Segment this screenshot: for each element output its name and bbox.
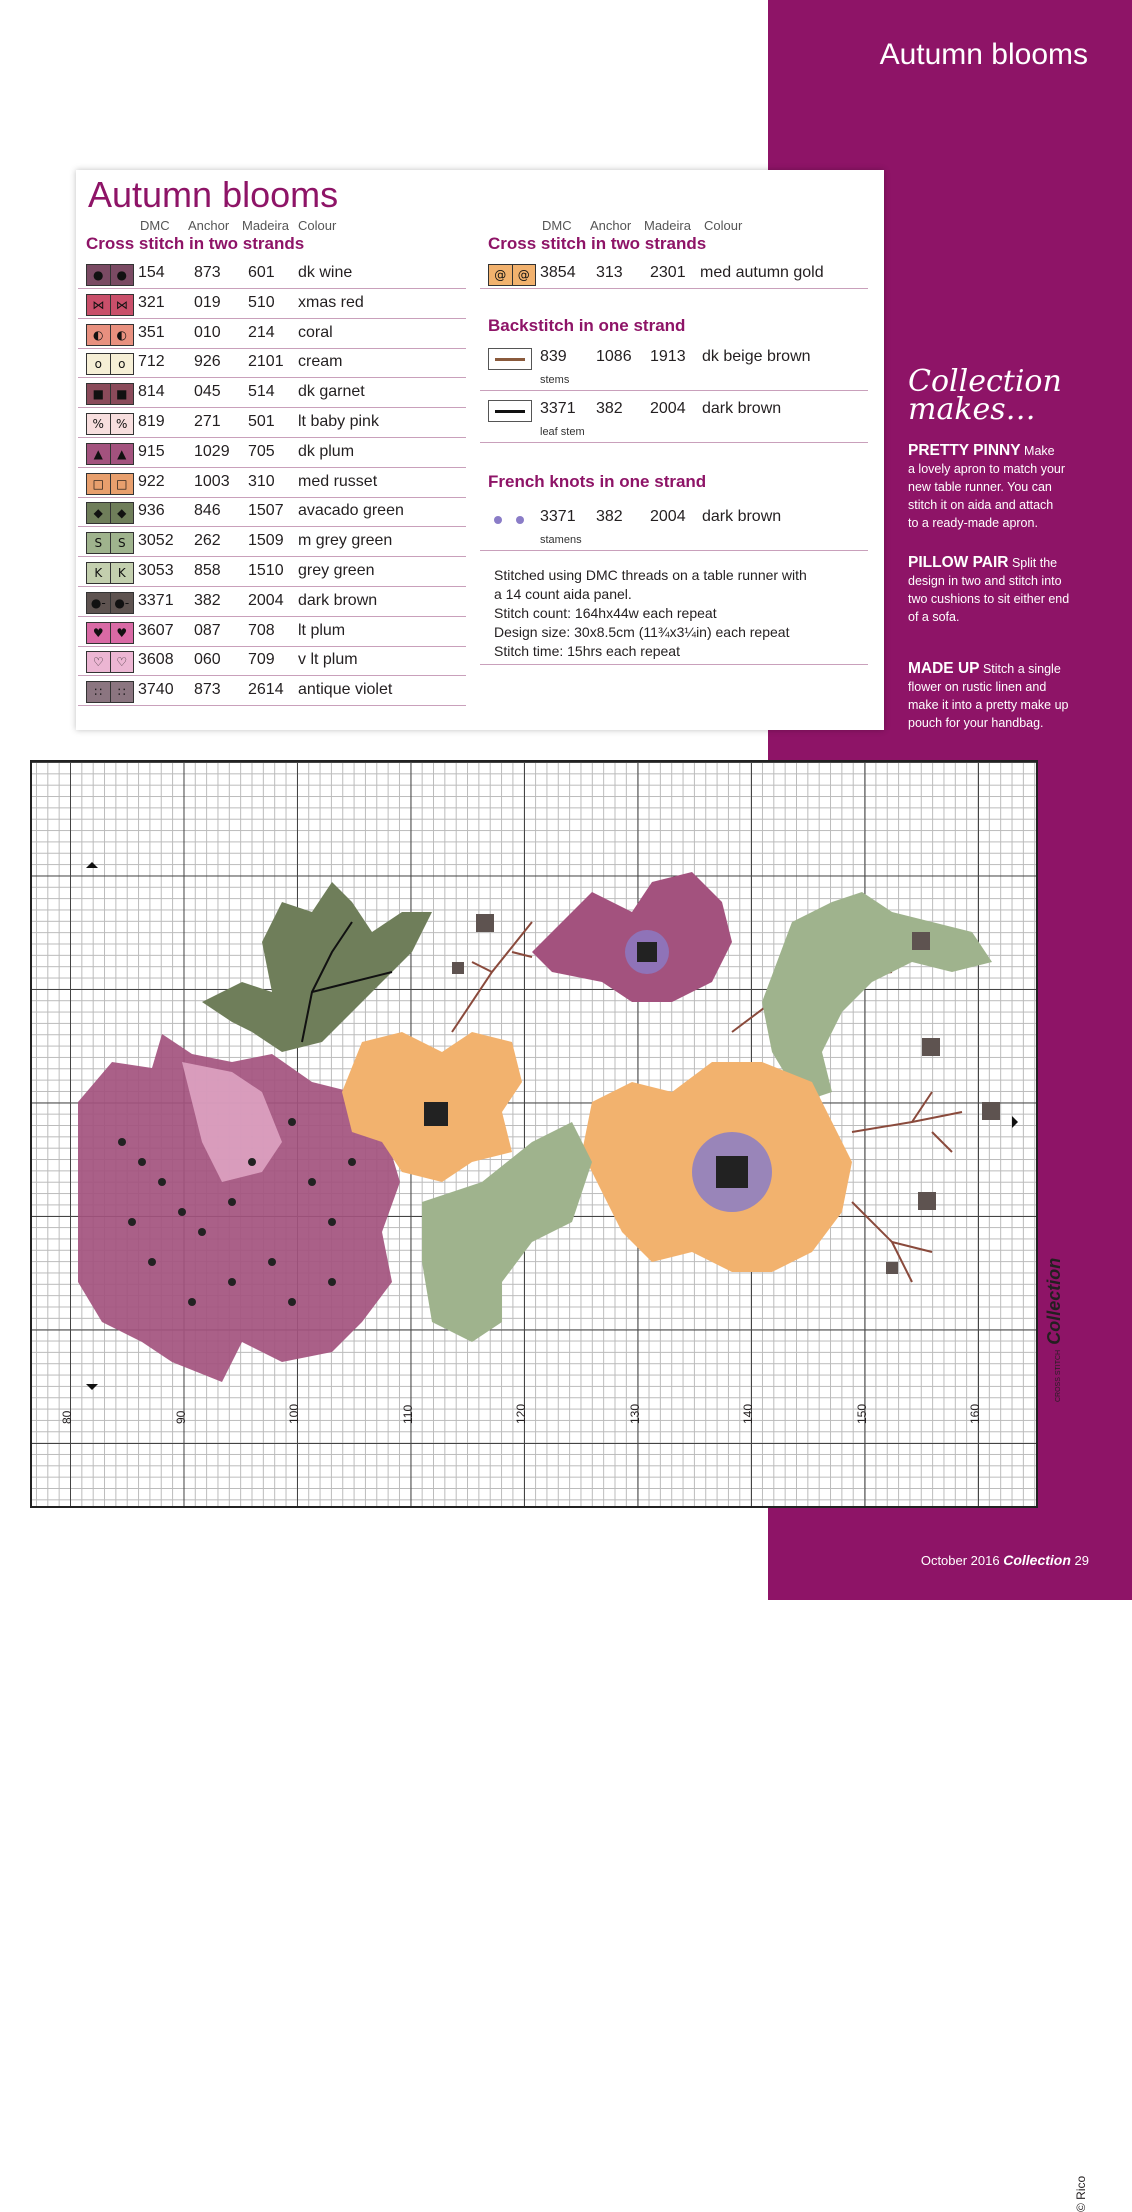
gold-flower-large-center [716, 1156, 748, 1188]
brand-logo [1044, 1258, 1065, 1402]
thread-colour: xmas red [298, 293, 364, 311]
backstitch-title: Backstitch in one strand [488, 316, 686, 335]
thread-madeira: 709 [248, 651, 275, 669]
thread-dmc: 321 [138, 293, 165, 311]
thread-dmc: 3371 [138, 591, 174, 609]
leaf-dot [178, 1208, 186, 1216]
thread-madeira: 2004 [248, 591, 284, 609]
page-title: Autumn blooms [879, 38, 1088, 71]
thread-dmc: 3052 [138, 532, 174, 550]
thread-madeira: 310 [248, 472, 275, 490]
thread-symbol: @ [513, 265, 536, 285]
backstitch-colour: dark brown [702, 400, 782, 417]
thread-symbol: % [87, 414, 111, 434]
col-colour: Colour [298, 218, 337, 233]
footer-brand: Collection [1003, 1552, 1071, 1568]
thread-row [78, 258, 466, 289]
backstitch-row [480, 392, 868, 443]
thread-row [78, 377, 466, 408]
thread-symbol: □ [111, 474, 134, 494]
thread-madeira: 1507 [248, 502, 284, 520]
thread-symbol: ⋈ [111, 295, 134, 315]
thread-swatch [86, 473, 134, 495]
thread-anchor: 382 [194, 591, 221, 609]
thread-colour: avacado green [298, 502, 404, 520]
thread-dmc: 3053 [138, 562, 174, 579]
center-marker-bottom [86, 1384, 98, 1390]
thread-symbol: ∷ [87, 682, 111, 702]
thread-dmc: 3608 [138, 651, 174, 669]
thread-colour: med autumn gold [700, 264, 824, 281]
french-knot-symbol [490, 512, 534, 531]
thread-dmc: 915 [138, 442, 165, 460]
backstitch-dmc: 3371 [540, 400, 576, 417]
thread-row [78, 288, 466, 319]
thread-symbol: K [87, 563, 111, 583]
thread-swatch [86, 622, 134, 644]
tip-line: flower on rustic linen and [908, 680, 1047, 694]
thread-dmc: 819 [138, 413, 165, 430]
leaf-dot [118, 1138, 126, 1146]
axis-label: 140 [741, 1403, 755, 1424]
thread-colour: lt baby pink [298, 413, 379, 430]
tip-line: design in two and stitch into [908, 574, 1062, 588]
note-line: Design size: 30x8.5cm (11¾x3¼in) each repeat [494, 624, 790, 640]
backstitch-colour: dk beige brown [702, 348, 811, 365]
thread-dmc: 936 [138, 502, 165, 520]
note-line: Stitch count: 164hx44w each repeat [494, 605, 717, 621]
footer-page: 29 [1074, 1553, 1089, 1568]
notes-divider [480, 664, 868, 665]
thread-row [78, 437, 466, 468]
thread-symbol: ▲ [111, 444, 134, 464]
axis-label: 160 [968, 1403, 982, 1424]
thread-swatch [86, 502, 134, 524]
thread-symbol: o [111, 354, 134, 374]
leaf-dot [348, 1158, 356, 1166]
thread-anchor: 262 [194, 532, 221, 550]
note-line: a 14 count aida panel. [494, 586, 632, 602]
brand-name: Collection [1044, 1257, 1064, 1345]
thread-madeira: 708 [248, 621, 275, 639]
note-line: Stitched using DMC threads on a table runner with [494, 567, 807, 583]
thread-symbol: o [87, 354, 111, 374]
chart-credit: © Rico [1074, 2175, 1088, 2212]
leaf-dot [248, 1158, 256, 1166]
axis-label: 150 [854, 1403, 869, 1424]
cross-stitch-title-right: Cross stitch in two strands [488, 234, 707, 253]
cross-stitch-title-left: Cross stitch in two strands [86, 234, 305, 253]
thread-dmc: 814 [138, 383, 165, 401]
thread-madeira: 2301 [650, 264, 686, 281]
backstitch-note: stems [540, 374, 570, 386]
backstitch-note: leaf stem [540, 426, 585, 438]
axis-label: 120 [514, 1403, 528, 1424]
thread-swatch [86, 443, 134, 465]
thread-symbol: ●- [111, 593, 134, 613]
thread-madeira: 1510 [248, 562, 284, 579]
leaf-dot [128, 1218, 136, 1226]
thread-row [78, 407, 466, 438]
axis-label: 130 [627, 1403, 642, 1424]
thread-anchor: 313 [596, 264, 623, 281]
leaf-dot [328, 1218, 336, 1226]
thread-row [78, 347, 466, 378]
backstitch-anchor: 382 [596, 400, 623, 417]
french-madeira: 2004 [650, 508, 686, 525]
tip-line: make it into a pretty make up [908, 698, 1069, 712]
backstitch-madeira: 1913 [650, 348, 686, 365]
french-knot-row [480, 500, 868, 551]
thread-swatch [86, 562, 134, 584]
thread-symbol: ♥ [87, 623, 111, 643]
thread-madeira: 601 [248, 264, 275, 281]
tip-title: PRETTY PINNY [908, 442, 1021, 459]
thread-swatch [86, 324, 134, 346]
thread-symbol: ⋈ [87, 295, 111, 315]
thread-colour: cream [298, 353, 343, 371]
leaf-dot [288, 1298, 296, 1306]
note-line: Stitch time: 15hrs each repeat [494, 643, 680, 659]
backstitch-line-icon [488, 348, 532, 370]
thread-anchor: 846 [194, 502, 221, 520]
thread-dmc: 922 [138, 472, 165, 490]
thread-row [480, 258, 868, 289]
tip-line: Stitch a single [982, 662, 1061, 676]
col-dmc: DMC [140, 218, 170, 233]
backstitch-anchor: 1086 [596, 348, 632, 365]
tip-line: to a ready-made apron. [908, 516, 1038, 530]
thread-anchor: 858 [194, 562, 221, 579]
thread-madeira: 510 [248, 293, 275, 311]
makes-tip [908, 554, 1098, 626]
thread-anchor: 045 [194, 383, 221, 401]
thread-colour: dark brown [298, 591, 378, 609]
leaf-dot [268, 1258, 276, 1266]
leaf-dot [308, 1178, 316, 1186]
tip-line: of a sofa. [908, 610, 960, 624]
thread-row [78, 586, 466, 617]
thread-anchor: 1029 [194, 442, 230, 460]
thread-colour: lt plum [298, 621, 346, 639]
thread-colour: antique violet [298, 681, 393, 699]
thread-symbol: S [87, 533, 111, 553]
leaf-dot [188, 1298, 196, 1306]
thread-row [78, 467, 466, 498]
leaf-dot [288, 1118, 296, 1126]
leaf-dot [328, 1278, 336, 1286]
thread-symbol: ● [87, 265, 111, 285]
thread-swatch [86, 532, 134, 554]
thread-swatch [86, 592, 134, 614]
thread-anchor: 019 [194, 293, 221, 311]
thread-symbol: ▲ [87, 444, 111, 464]
thread-swatch [86, 294, 134, 316]
backstitch-row [480, 340, 868, 391]
thread-anchor: 873 [194, 681, 221, 699]
tip-line: pouch for your handbag. [908, 716, 1044, 730]
col-anchor: Anchor [590, 218, 632, 233]
thread-row [78, 556, 466, 587]
thread-swatch [86, 681, 134, 703]
backstitch-madeira: 2004 [650, 400, 686, 417]
thread-anchor: 873 [194, 264, 221, 281]
thread-madeira: 514 [248, 383, 275, 401]
thread-swatch [86, 264, 134, 286]
thread-madeira: 214 [248, 323, 275, 341]
col-dmc: DMC [542, 218, 572, 233]
backstitch-line-icon [488, 400, 532, 422]
axis-label: 80 [60, 1410, 74, 1424]
brand-small: CROSS STITCH [1055, 1349, 1062, 1402]
leaf-dot [228, 1278, 236, 1286]
stitching-notes [494, 566, 874, 661]
page-footer [921, 1552, 1089, 1568]
thread-symbol: S [111, 533, 134, 553]
thread-colour: dk plum [298, 442, 355, 460]
makes-tip [908, 660, 1098, 732]
french-dmc: 3371 [540, 508, 576, 525]
thread-swatch [86, 413, 134, 435]
thread-madeira: 2101 [248, 353, 284, 371]
thread-key-card [76, 170, 884, 730]
axis-label: 110 [400, 1404, 415, 1424]
thread-dmc: 154 [138, 264, 165, 281]
thread-anchor: 060 [194, 651, 221, 669]
thread-colour: m grey green [298, 532, 393, 550]
center-marker-right [1012, 1116, 1018, 1128]
thread-anchor: 271 [194, 413, 221, 430]
french-anchor: 382 [596, 508, 623, 525]
chart-artwork [32, 762, 1036, 1506]
makes-tip [908, 442, 1098, 532]
thread-symbol: ■ [111, 384, 134, 404]
tip-line: Split the [1011, 556, 1058, 570]
leaf-dot [148, 1258, 156, 1266]
col-anchor: Anchor [188, 218, 230, 233]
green-leaves-top [202, 882, 432, 1052]
makes-heading-line1: Collection [908, 364, 1062, 399]
thread-row [78, 645, 466, 676]
thread-dmc: 351 [138, 323, 165, 341]
thread-dmc: 712 [138, 353, 165, 371]
thread-swatch [86, 651, 134, 673]
thread-row [78, 616, 466, 647]
thread-madeira: 2614 [248, 681, 284, 699]
thread-symbol: % [111, 414, 134, 434]
leaf-dot [198, 1228, 206, 1236]
thread-symbol: K [111, 563, 134, 583]
thread-row [78, 675, 466, 706]
thread-symbol: ♡ [87, 652, 111, 672]
thread-colour: dk garnet [298, 383, 365, 401]
tip-line: a lovely apron to match your [908, 462, 1066, 476]
col-madeira: Madeira [644, 218, 691, 233]
col-colour: Colour [704, 218, 743, 233]
french-note: stamens [540, 534, 582, 546]
thread-symbol: □ [87, 474, 111, 494]
gold-flower-small-center [424, 1102, 448, 1126]
thread-row [78, 496, 466, 527]
tip-line: new table runner. You can [908, 480, 1052, 494]
thread-symbol: ◆ [87, 503, 111, 523]
thread-symbol: ◐ [87, 325, 111, 345]
thread-madeira: 501 [248, 413, 275, 430]
thread-row [78, 318, 466, 349]
axis-label: 100 [287, 1403, 301, 1424]
thread-anchor: 1003 [194, 472, 230, 490]
makes-heading-line2: makes… [908, 392, 1036, 427]
thread-dmc: 3740 [138, 681, 174, 699]
thread-symbol: ◆ [111, 503, 134, 523]
thread-symbol: ● [111, 265, 134, 285]
leaf-dot [228, 1198, 236, 1206]
col-madeira: Madeira [242, 218, 289, 233]
thread-symbol: ●- [87, 593, 111, 613]
thread-symbol: ∷ [111, 682, 134, 702]
thread-colour: med russet [298, 472, 378, 490]
french-colour: dark brown [702, 508, 782, 525]
thread-colour: grey green [298, 562, 375, 579]
thread-swatch [488, 264, 536, 286]
thread-colour: v lt plum [298, 651, 358, 669]
thread-swatch [86, 383, 134, 405]
french-knot-dots-icon [490, 513, 534, 527]
thread-symbol: ♡ [111, 652, 134, 672]
footer-month: October 2016 [920, 1553, 1000, 1568]
thread-dmc: 3854 [540, 264, 576, 281]
tip-line: Make [1024, 444, 1055, 458]
tip-line: stitch it on aida and attach [908, 498, 1054, 512]
thread-colour: coral [298, 323, 333, 341]
backstitch-dmc: 839 [540, 348, 567, 365]
french-knots-title: French knots in one strand [488, 472, 707, 491]
thread-swatch [86, 353, 134, 375]
thread-symbol: @ [489, 265, 513, 285]
plum-flower-center [637, 942, 657, 962]
axis-label: 90 [173, 1410, 188, 1424]
thread-symbol: ◐ [111, 325, 134, 345]
makes-heading [908, 364, 1108, 427]
thread-madeira: 1509 [248, 532, 284, 550]
thread-anchor: 087 [194, 621, 221, 639]
thread-dmc: 3607 [138, 621, 174, 639]
key-title: Autumn blooms [88, 174, 339, 215]
thread-madeira: 705 [248, 442, 275, 460]
tip-title: MADE UP [908, 660, 980, 677]
grey-green-leaves-right [762, 892, 992, 1102]
thread-row [78, 526, 466, 557]
tip-line: two cushions to sit either end [908, 592, 1070, 606]
leaf-dot [138, 1158, 146, 1166]
thread-symbol: ■ [87, 384, 111, 404]
leaf-dot [158, 1178, 166, 1186]
thread-colour: dk wine [298, 264, 353, 281]
thread-anchor: 010 [194, 323, 221, 341]
thread-anchor: 926 [194, 353, 221, 371]
thread-symbol: ♥ [111, 623, 134, 643]
center-marker-top [86, 862, 98, 868]
tip-title: PILLOW PAIR [908, 554, 1009, 571]
